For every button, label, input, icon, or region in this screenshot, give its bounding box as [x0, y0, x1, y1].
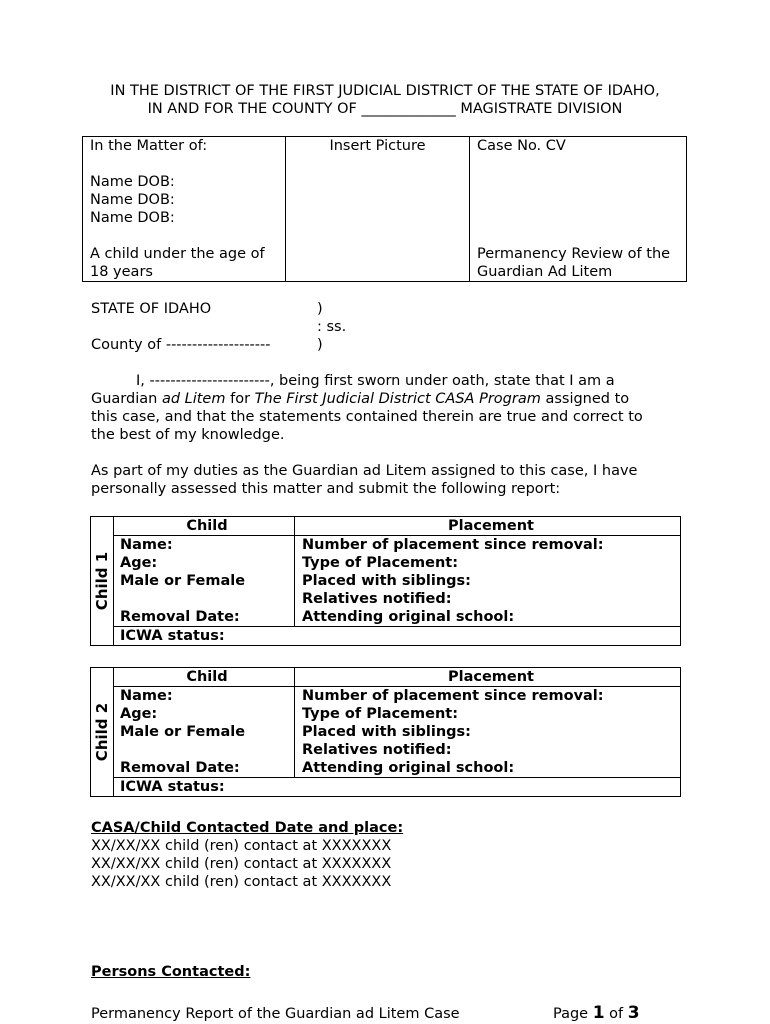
icwa-status-field: ICWA status:	[114, 778, 681, 797]
page-number	[553, 1003, 640, 1024]
relatives-field: Relatives notified:	[302, 742, 452, 758]
text-fragment: Guardian	[91, 391, 162, 407]
duties-paragraph	[91, 462, 691, 498]
ss-label: : ss.	[317, 319, 347, 335]
placement-details	[295, 536, 681, 627]
paren-open: )	[317, 301, 323, 317]
oath-line2	[91, 390, 691, 408]
child-2-table	[90, 667, 681, 797]
placement-details	[295, 687, 681, 778]
placement-count-field	[302, 687, 680, 705]
text-fragment: 3	[627, 1003, 640, 1023]
matter-label: In the Matter of:	[90, 138, 208, 154]
child-name-field: Name:	[120, 688, 173, 704]
child-side-label: Child 1	[93, 551, 111, 611]
text-fragment: The First Judicial District CASA Program	[254, 391, 541, 407]
child-age-field: Age:	[120, 555, 158, 571]
contact-line: XX/XX/XX child (ren) contact at XXXXXXX	[91, 838, 392, 854]
school-field: Attending original school:	[302, 609, 515, 625]
text-fragment: for	[225, 391, 255, 407]
oath-line4: the best of my knowledge.	[91, 427, 285, 443]
oath-paragraph	[91, 372, 691, 444]
name-dob-line: Name DOB:	[90, 192, 175, 208]
text-fragment: Number of placement since removal:	[302, 537, 604, 553]
duties-line1: As part of my duties as the Guardian ad Litem assigned to this case, I have	[91, 463, 638, 479]
name-dob-line: Name DOB:	[90, 210, 175, 226]
child-side-cell	[91, 668, 114, 797]
county-label: County of --------------------	[91, 337, 271, 353]
siblings-field: Placed with siblings:	[302, 573, 471, 589]
matter-cell	[83, 137, 286, 282]
review-title-line1: Permanency Review of the	[477, 246, 671, 262]
removal-date-field: Removal Date:	[120, 609, 240, 625]
child-header: Child	[114, 668, 295, 687]
paren-close: )	[317, 337, 323, 353]
court-header-line1: IN THE DISTRICT OF THE FIRST JUDICIAL DISTRICT OF THE STATE OF IDAHO,	[110, 83, 660, 99]
venue-block	[91, 300, 270, 354]
relatives-field: Relatives notified:	[302, 591, 452, 607]
placement-header: Placement	[295, 517, 681, 536]
child-side-label: Child 2	[93, 702, 111, 762]
case-number-label: Case No. CV	[477, 138, 566, 154]
case-cell	[470, 137, 687, 282]
contact-line: XX/XX/XX child (ren) contact at XXXXXXX	[91, 874, 392, 890]
name-dob-line: Name DOB:	[90, 174, 175, 190]
removal-date-field: Removal Date:	[120, 760, 240, 776]
placement-header: Placement	[295, 668, 681, 687]
siblings-field: Placed with siblings:	[302, 724, 471, 740]
child-header: Child	[114, 517, 295, 536]
child-age-line2: 18 years	[90, 264, 153, 280]
text-fragment: 1	[592, 1003, 605, 1023]
text-fragment: assigned to	[540, 391, 630, 407]
persons-section	[91, 963, 691, 981]
contact-line: XX/XX/XX child (ren) contact at XXXXXXX	[91, 856, 392, 872]
placement-type-field: Type of Placement:	[302, 555, 459, 571]
review-title-line2: Guardian Ad Litem	[477, 264, 613, 280]
duties-line2: personally assessed this matter and submit the following report:	[91, 481, 561, 497]
text-fragment: ad Litem	[161, 391, 226, 407]
text-fragment: Number of placement since removal:	[302, 688, 604, 704]
child-side-cell	[91, 517, 114, 646]
footer-title: Permanency Report of the Guardian ad Litem Case	[91, 1006, 460, 1022]
state-label: STATE OF IDAHO	[91, 301, 212, 317]
contacts-section	[91, 819, 691, 891]
child-gender-field: Male or Female	[120, 724, 246, 740]
school-field: Attending original school:	[302, 760, 515, 776]
case-caption-table	[82, 136, 687, 282]
picture-cell	[286, 137, 470, 282]
child-gender-field: Male or Female	[120, 573, 246, 589]
child-age-line1: A child under the age of	[90, 246, 265, 262]
placement-type-field: Type of Placement:	[302, 706, 459, 722]
child-1-table	[90, 516, 681, 646]
insert-picture-label: Insert Picture	[329, 138, 426, 154]
oath-line1: I, -----------------------, being first sworn under oath, state that I am a	[136, 373, 615, 389]
oath-line3: this case, and that the statements contained therein are true and correct to	[91, 409, 643, 425]
icwa-status-field: ICWA status:	[114, 627, 681, 646]
child-details	[114, 536, 295, 627]
child-details	[114, 687, 295, 778]
placement-count-field	[302, 536, 680, 554]
text-fragment: of	[604, 1006, 628, 1022]
contacts-heading: CASA/Child Contacted Date and place:	[91, 820, 404, 836]
child-name-field: Name:	[120, 537, 173, 553]
court-header-line2: IN AND FOR THE COUNTY OF _____________ MAGISTRATE DIVISION	[147, 101, 623, 117]
child-age-field: Age:	[120, 706, 158, 722]
text-fragment: Page	[553, 1006, 593, 1022]
persons-heading: Persons Contacted:	[91, 964, 251, 980]
